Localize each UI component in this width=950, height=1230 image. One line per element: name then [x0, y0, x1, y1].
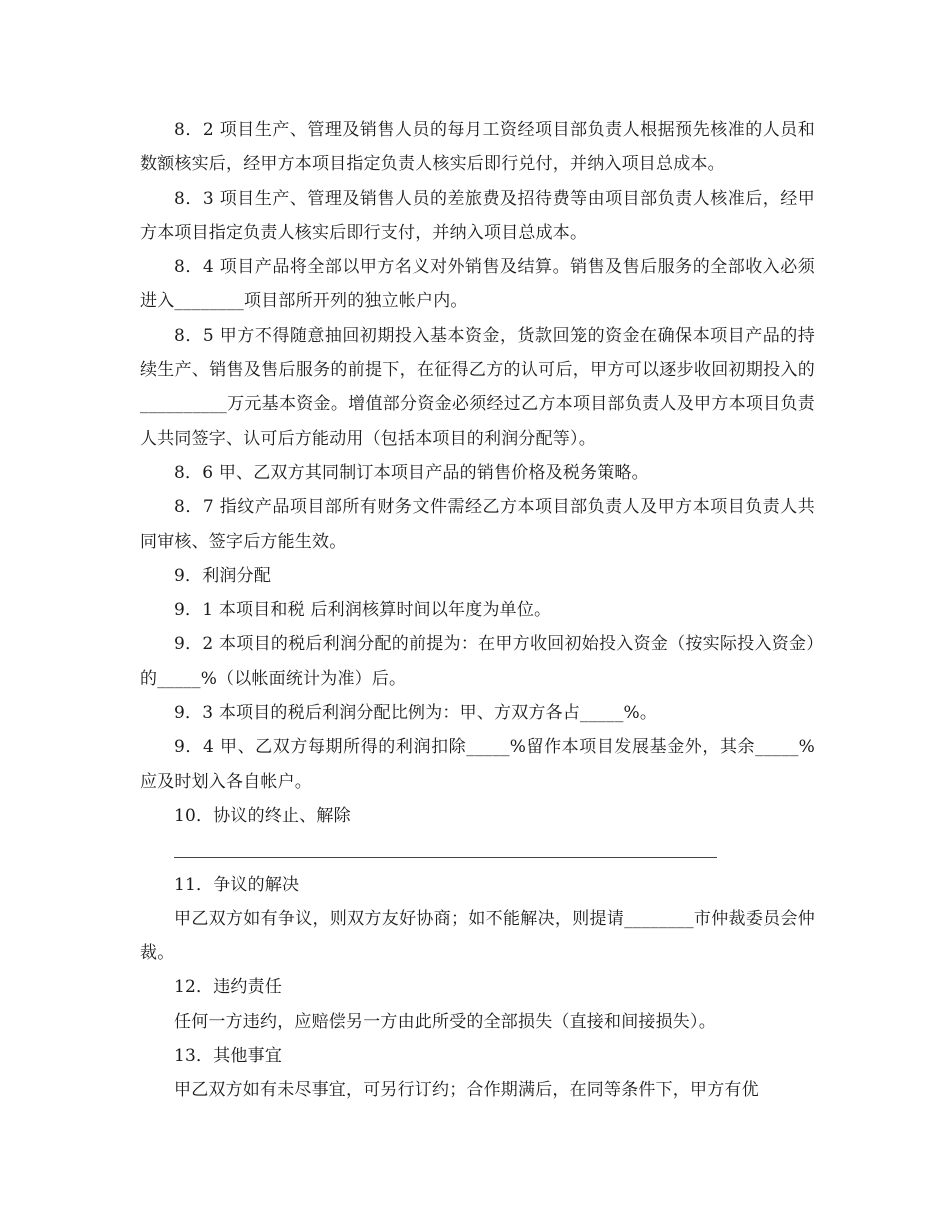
- clause-9-2: 9．2 本项目的税后利润分配的前提为：在甲方收回初始投入资金（按实际投入资金）的_____%（以帐面统计为准）后。: [140, 634, 815, 689]
- clause-9-4: 9．4 甲、乙双方每期所得的利润扣除_____%留作本项目发展基金外，其余_____%应及时划入各自帐户。: [140, 737, 815, 792]
- section-9-heading: 9．利润分配: [174, 565, 272, 586]
- clause-12-text: 任何一方违约，应赔偿另一方由此所受的全部损失（直接和间接损失）。: [174, 1011, 716, 1032]
- document-body: [140, 113, 815, 1108]
- clause-13-text: 甲乙双方如有未尽事宜，可另行订约；合作期满后，在同等条件下，甲方有优: [174, 1080, 759, 1101]
- section-13-heading: 13．其他事宜: [174, 1046, 283, 1067]
- clause-8-4: 8．4 项目产品将全部以甲方名义对外销售及结算。销售及售后服务的全部收入必须进入________项目部所开列的独立帐户内。: [140, 257, 815, 312]
- section-12-heading: 12．违约责任: [174, 977, 283, 998]
- clause-8-7: 8．7 指纹产品项目部所有财务文件需经乙方本项目部负责人及甲方本项目负责人共同审核、签字后方能生效。: [140, 497, 815, 552]
- clause-8-3: 8．3 项目生产、管理及销售人员的差旅费及招待费等由项目部负责人核准后，经甲方本项目指定负责人核实后即行支付，并纳入项目总成本。: [140, 188, 815, 243]
- blank-fill-line: [140, 833, 815, 867]
- clause-9-3: 9．3 本项目的税后利润分配比例为：甲、方双方各占_____%。: [174, 703, 658, 724]
- section-10-heading: 10．协议的终止、解除: [174, 805, 351, 826]
- clause-8-6: 8．6 甲、乙双方其同制订本项目产品的销售价格及税务策略。: [174, 462, 649, 483]
- clause-9-1: 9．1 本项目和税 后利润核算时间以年度为单位。: [174, 600, 552, 621]
- clause-8-2: 8．2 项目生产、管理及销售人员的每月工资经项目部负责人根据预先核准的人员和数额核实后，经甲方本项目指定负责人核实后即行兑付，并纳入项目总成本。: [140, 120, 815, 175]
- section-11-heading: 11．争议的解决: [174, 874, 300, 895]
- clause-8-5: 8．5 甲方不得随意抽回初期投入基本资金，货款回笼的资金在确保本项目产品的持续生产、销售及售后服务的前提下，在征得乙方的认可后，甲方可以逐步收回初期投入的__________万元基本资金。增值部分资金必须经过乙方本项目部负责人及甲方本项目负责人共同签字、认可后方能动用（包括本项目的利润分配等）。: [140, 325, 815, 449]
- blank-underline: [174, 857, 717, 858]
- clause-11-text: 甲乙双方如有争议，则双方友好协商；如不能解决，则提请________市仲裁委员会仲裁。: [140, 908, 815, 964]
